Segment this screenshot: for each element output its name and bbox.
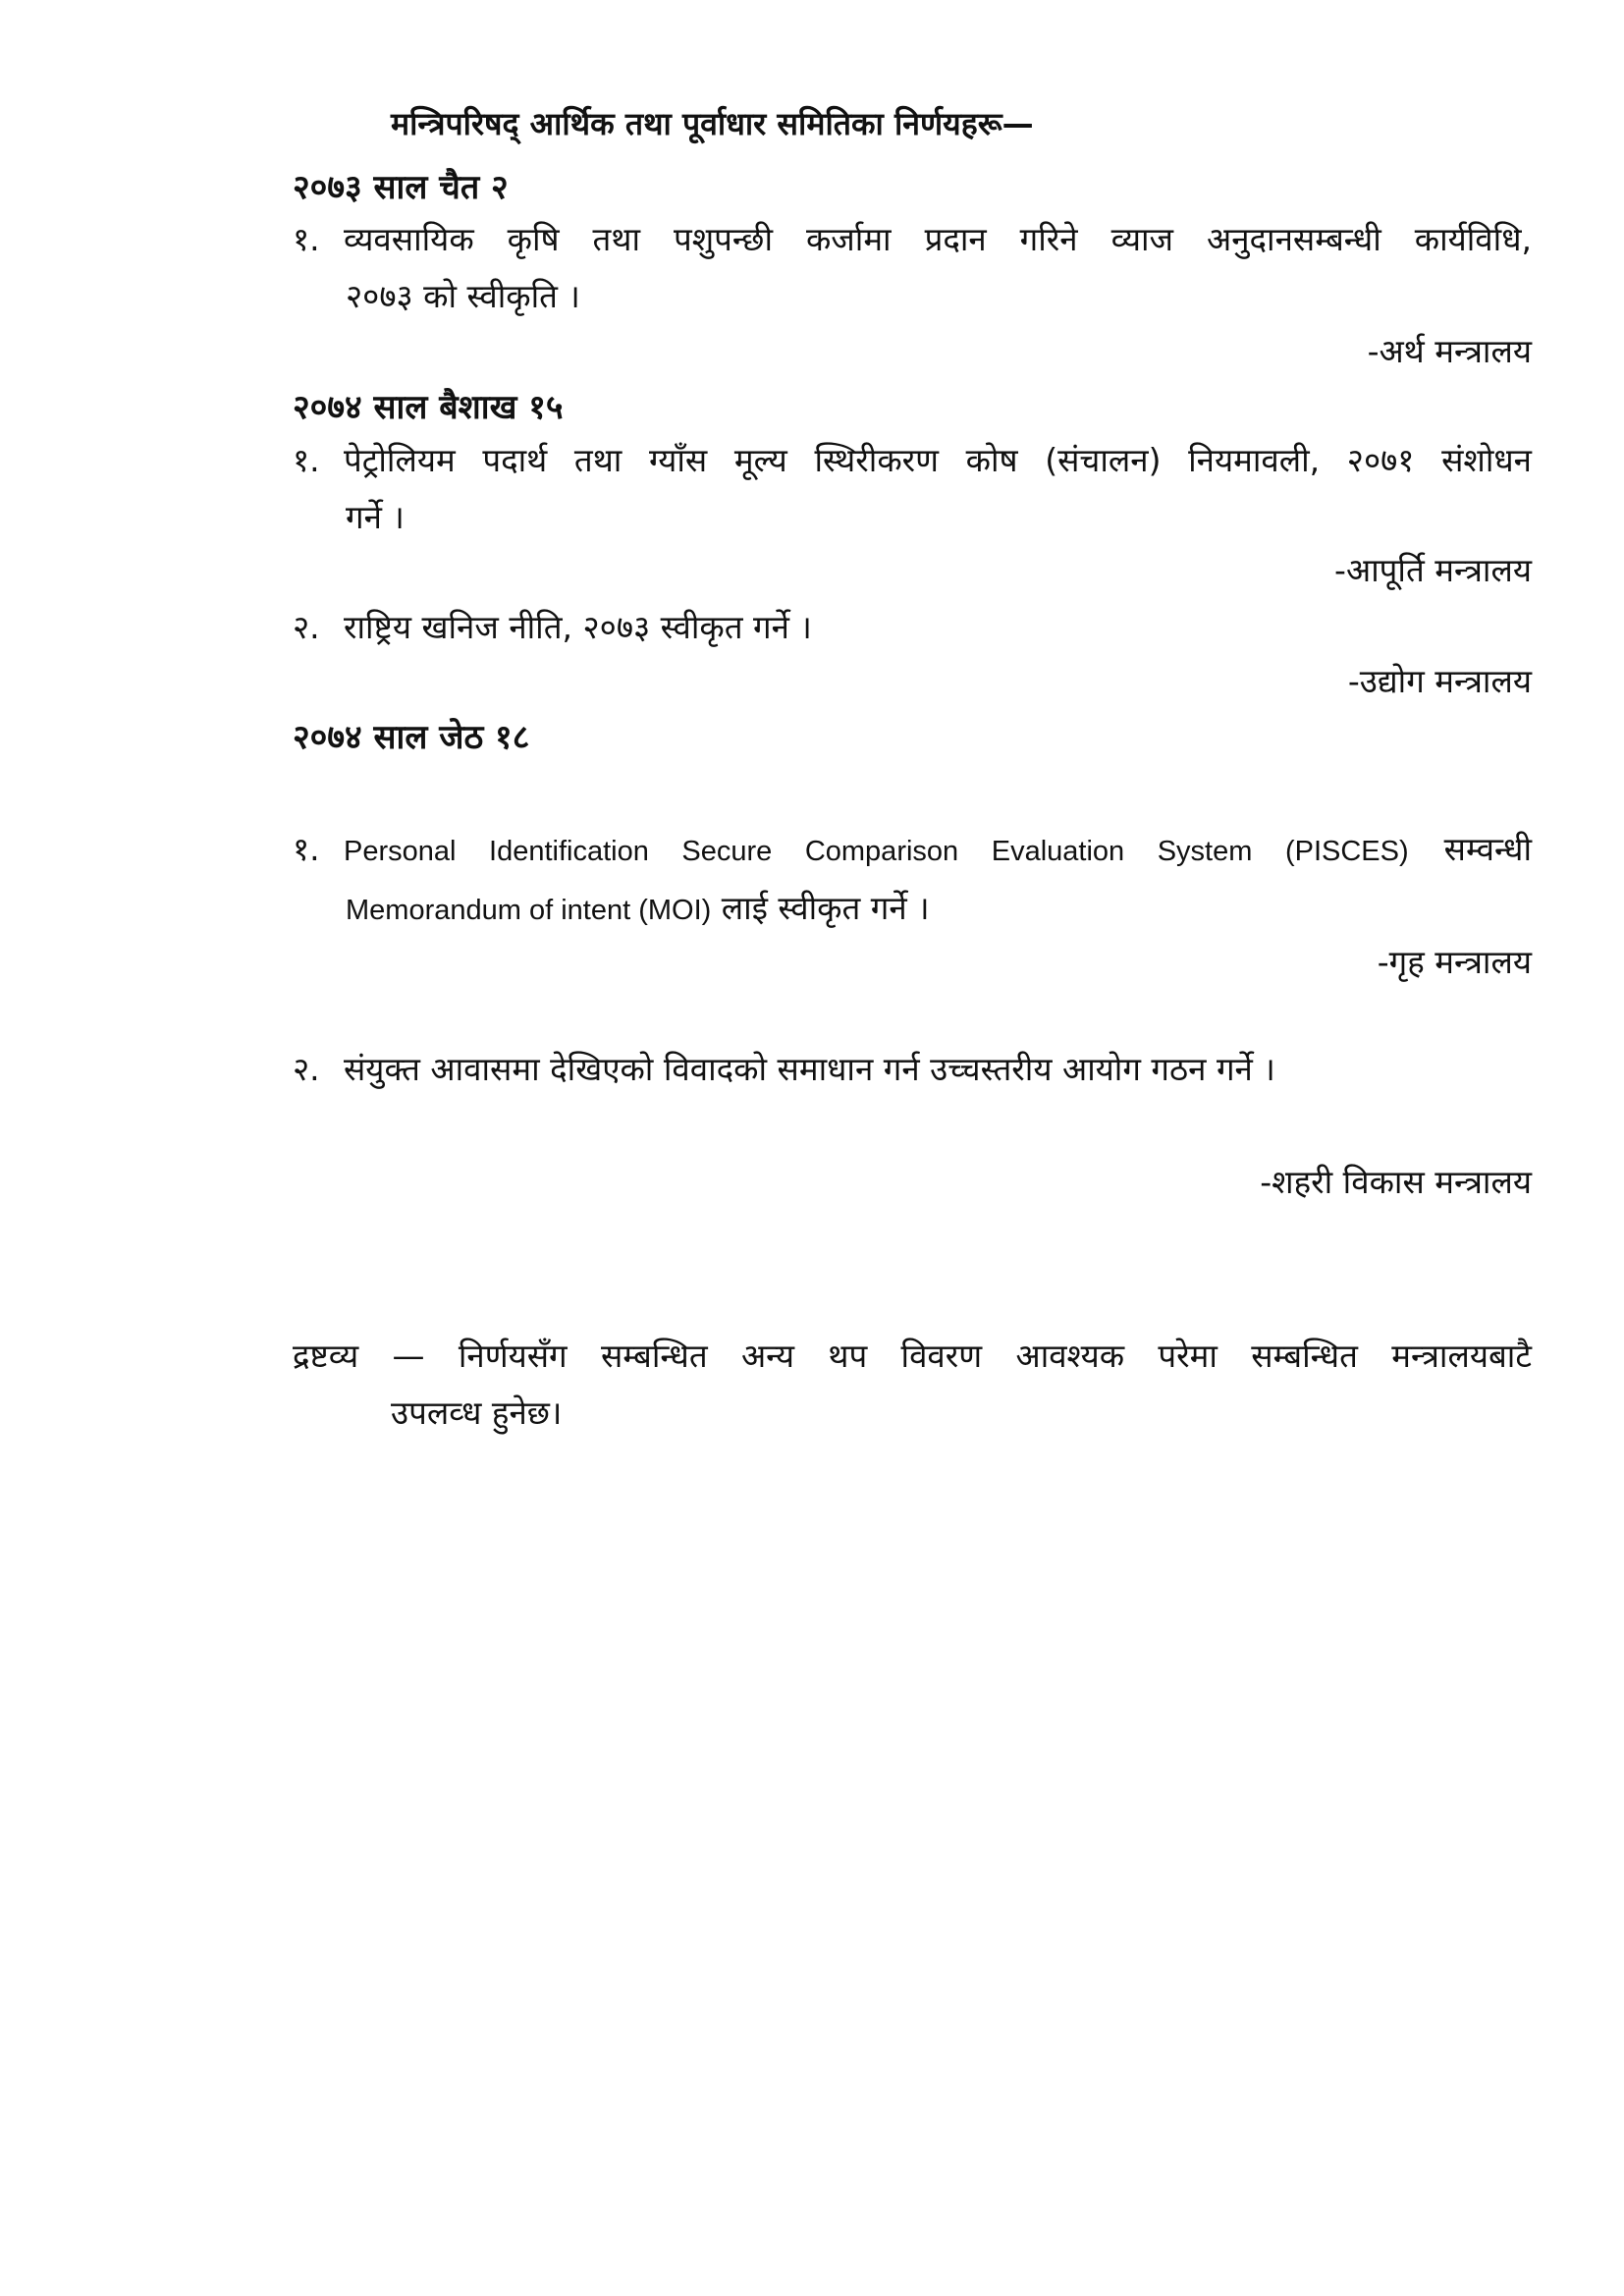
ministry-label: -गृह मन्त्रालय <box>1377 943 1532 981</box>
page-title: मन्त्रिपरिषद् आर्थिक तथा पूर्वाधार समितिका निर्णयहरू— <box>391 105 1034 142</box>
item-number: २. <box>293 608 320 646</box>
decision-item <box>293 821 1532 939</box>
decision-item <box>293 211 1532 325</box>
item-text: लाई स्वीकृत गर्ने । <box>721 889 930 927</box>
section-date: २०७४ साल बैशाख १५ <box>293 388 564 427</box>
note-line-continued: उपलव्ध हुनेछ। <box>391 1394 563 1432</box>
item-text: व्यवसायिक कृषि तथा पशुपन्छी कर्जामा प्रदान गरिने व्याज अनुदानसम्बन्धी कार्यविधि, <box>344 220 1532 258</box>
ministry-label: -उद्योग मन्त्रालय <box>1347 662 1532 700</box>
item-number: १. <box>293 830 320 868</box>
decision-line <box>293 821 1532 880</box>
ministry-label: -शहरी विकास मन्त्रालय <box>1260 1163 1532 1201</box>
item-text-continued: गर्ने । <box>346 498 405 536</box>
note-line: द्रष्टव्य — निर्णयसँग सम्बन्धित अन्य थप विवरण आवश्यक परेमा सम्बन्धित मन्त्रालयबाटै <box>293 1337 1532 1375</box>
item-text: सम्वन्धी <box>1443 830 1533 868</box>
item-text: पेट्रोलियम पदार्थ तथा ग्याँस मूल्य स्थिरीकरण कोष (संचालन) नियमावली, २०७१ संशोधन <box>344 441 1532 479</box>
decision-line <box>293 211 1532 268</box>
item-text-continued <box>293 880 1532 939</box>
section-date: २०७३ साल चैत २ <box>293 168 509 207</box>
decision-item <box>293 432 1532 546</box>
item-text: राष्ट्रिय खनिज नीति, २०७३ स्वीकृत गर्ने । <box>344 608 812 646</box>
item-text-continued: २०७३ को स्वीकृति । <box>346 277 580 315</box>
item-text-latin: Personal Identification Secure Comparison Evaluation System (PISCES) <box>344 836 1409 867</box>
item-number: २. <box>293 1050 320 1088</box>
decision-line <box>293 432 1532 489</box>
decision-item <box>293 599 1532 656</box>
ministry-label: -अर्थ मन्त्रालय <box>1367 332 1532 370</box>
item-text-latin: Memorandum of intent (MOI) <box>346 895 712 926</box>
item-number: १. <box>293 441 320 479</box>
item-number: १. <box>293 220 320 258</box>
section-date: २०७४ साल जेठ १८ <box>293 718 530 757</box>
note-block <box>293 1328 1532 1442</box>
item-text: संयुक्त आवासमा देखिएको विवादको समाधान गर्न उच्चस्तरीय आयोग गठन गर्ने । <box>344 1050 1275 1088</box>
ministry-label: -आपूर्ति मन्त्रालय <box>1334 551 1532 589</box>
decision-item <box>293 1041 1532 1098</box>
